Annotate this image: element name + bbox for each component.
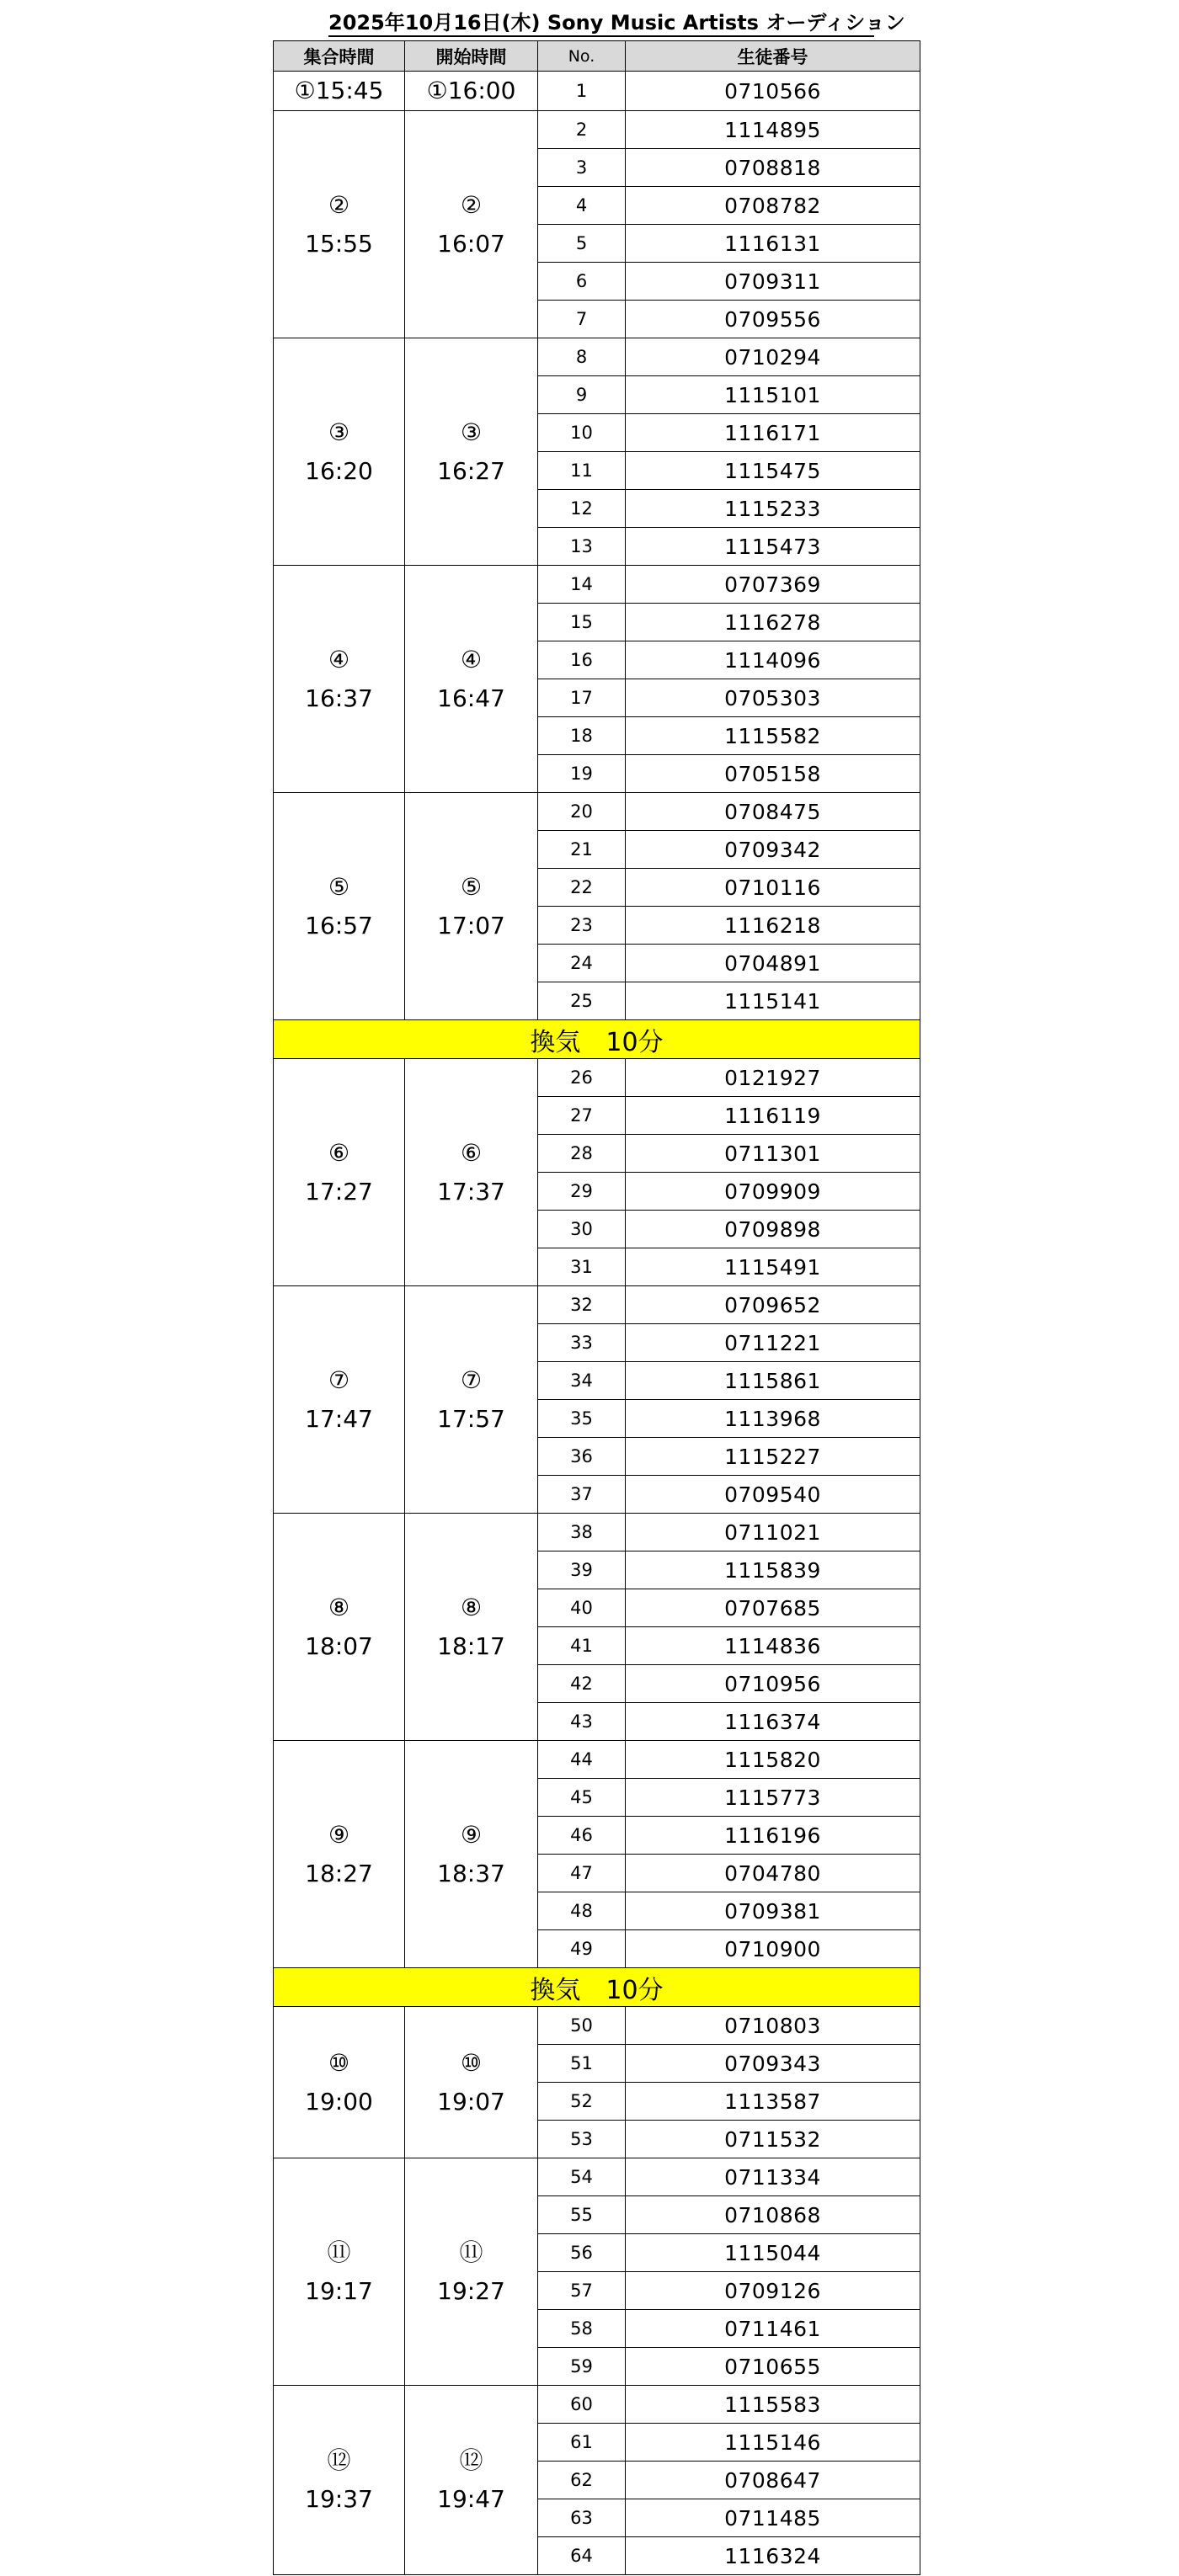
- student-id: 1115473: [626, 528, 920, 566]
- student-id: 0709342: [626, 831, 920, 869]
- entry-number: 14: [538, 566, 626, 604]
- student-id: 1115583: [626, 2386, 920, 2424]
- start-group-number: ④: [460, 645, 483, 673]
- entry-number: 55: [538, 2196, 626, 2234]
- start-time: 17:07: [437, 911, 505, 939]
- gather-time: 19:17: [305, 2276, 373, 2305]
- student-id: 0709556: [626, 301, 920, 338]
- student-id: 0711334: [626, 2158, 920, 2196]
- entry-number: 25: [538, 982, 626, 1020]
- audition-schedule-table: [273, 40, 920, 2575]
- student-id: 1116119: [626, 1097, 920, 1135]
- student-id: 1116218: [626, 907, 920, 945]
- gather-group-number: ⑨: [328, 1820, 350, 1849]
- entry-number: 61: [538, 2424, 626, 2462]
- gather-group-number: ⑥: [328, 1138, 350, 1167]
- start-group-number: ⑪: [459, 2238, 483, 2266]
- entry-number: 42: [538, 1665, 626, 1703]
- student-id: 0705158: [626, 755, 920, 793]
- gather-group-number: ⑧: [328, 1593, 350, 1621]
- entry-number: 60: [538, 2386, 626, 2424]
- start-time: 16:47: [437, 684, 505, 712]
- break-row: [274, 1020, 920, 1059]
- student-id: 1116374: [626, 1703, 920, 1741]
- entry-number: 50: [538, 2007, 626, 2045]
- student-id: 0710566: [626, 72, 920, 111]
- entry-number: 47: [538, 1855, 626, 1892]
- student-id: 1115491: [626, 1248, 920, 1286]
- entry-number: 37: [538, 1476, 626, 1514]
- header-row: [274, 41, 920, 72]
- student-id: 0710294: [626, 338, 920, 376]
- start-time: 16:27: [437, 456, 505, 485]
- table-row: [274, 793, 920, 831]
- student-id: 0709311: [626, 263, 920, 301]
- student-id: 0708475: [626, 793, 920, 831]
- start-group-number: ⑫: [459, 2446, 483, 2474]
- entry-number: 54: [538, 2158, 626, 2196]
- start-time: 19:27: [437, 2276, 505, 2305]
- table-row: [274, 111, 920, 149]
- table-row: [274, 1741, 920, 1779]
- entry-number: 19: [538, 755, 626, 793]
- student-id: 0707685: [626, 1589, 920, 1627]
- start-group-number: ⑤: [460, 872, 483, 901]
- ventilation-break-label: 換気 10分: [274, 1020, 920, 1059]
- gather-time-cell: [274, 1059, 405, 1286]
- student-id: 1116278: [626, 604, 920, 641]
- start-time: 18:17: [437, 1631, 505, 1660]
- start-time: 16:07: [437, 229, 505, 258]
- entry-number: 32: [538, 1286, 626, 1324]
- entry-number: 51: [538, 2045, 626, 2083]
- start-time-cell: [405, 2158, 538, 2386]
- student-id: 1114836: [626, 1627, 920, 1665]
- gather-time-cell: [274, 2007, 405, 2158]
- entry-number: 20: [538, 793, 626, 831]
- gather-time: 16:37: [305, 684, 373, 712]
- entry-number: 5: [538, 225, 626, 263]
- start-group-number: ①: [426, 77, 448, 104]
- student-id: 1115820: [626, 1741, 920, 1779]
- entry-number: 9: [538, 376, 626, 414]
- table-row: [274, 566, 920, 604]
- gather-time-cell: [274, 111, 405, 338]
- table-row: [274, 2158, 920, 2196]
- student-id: 0711301: [626, 1135, 920, 1173]
- start-time-cell: [405, 2386, 538, 2575]
- start-time: 16:00: [447, 77, 516, 104]
- student-id: 0704891: [626, 945, 920, 982]
- gather-time-cell: [274, 566, 405, 793]
- start-time: 17:37: [437, 1177, 505, 1206]
- student-id: 1115044: [626, 2234, 920, 2272]
- gather-time-cell: [274, 338, 405, 566]
- start-time-cell: [405, 1741, 538, 1968]
- entry-number: 17: [538, 679, 626, 717]
- entry-number: 39: [538, 1551, 626, 1589]
- gather-time-cell: [274, 72, 405, 111]
- student-id: 1113968: [626, 1400, 920, 1438]
- header-student-id: 生徒番号: [626, 41, 920, 72]
- gather-group-number: ②: [328, 190, 350, 219]
- header-no: No.: [538, 41, 626, 72]
- student-id: 1115475: [626, 452, 920, 490]
- student-id: 1115861: [626, 1362, 920, 1400]
- student-id: 0709381: [626, 1892, 920, 1930]
- entry-number: 28: [538, 1135, 626, 1173]
- entry-number: 38: [538, 1514, 626, 1551]
- student-id: 0709909: [626, 1173, 920, 1211]
- start-time: 17:57: [437, 1404, 505, 1433]
- entry-number: 43: [538, 1703, 626, 1741]
- header-start-time: 開始時間: [405, 41, 538, 72]
- student-id: 1115101: [626, 376, 920, 414]
- student-id: 1113587: [626, 2083, 920, 2121]
- start-time-cell: [405, 338, 538, 566]
- start-time-cell: [405, 1286, 538, 1514]
- student-id: 0708818: [626, 149, 920, 187]
- entry-number: 46: [538, 1817, 626, 1855]
- entry-number: 3: [538, 149, 626, 187]
- entry-number: 8: [538, 338, 626, 376]
- student-id: 0709343: [626, 2045, 920, 2083]
- entry-number: 52: [538, 2083, 626, 2121]
- student-id: 1115141: [626, 982, 920, 1020]
- student-id: 0709126: [626, 2272, 920, 2310]
- entry-number: 33: [538, 1324, 626, 1362]
- student-id: 0709540: [626, 1476, 920, 1514]
- gather-group-number: ①: [294, 77, 316, 104]
- gather-group-number: ⑩: [328, 2048, 350, 2077]
- student-id: 0710900: [626, 1930, 920, 1968]
- start-time: 19:07: [437, 2087, 505, 2116]
- student-id: 0705303: [626, 679, 920, 717]
- entry-number: 31: [538, 1248, 626, 1286]
- student-id: 0710655: [626, 2348, 920, 2386]
- entry-number: 6: [538, 263, 626, 301]
- student-id: 0711461: [626, 2310, 920, 2348]
- student-id: 1115227: [626, 1438, 920, 1476]
- entry-number: 41: [538, 1627, 626, 1665]
- gather-time-cell: [274, 1286, 405, 1514]
- gather-time: 17:27: [305, 1177, 373, 1206]
- gather-time: 15:55: [305, 229, 373, 258]
- start-time: 18:37: [437, 1859, 505, 1887]
- table-row: [274, 338, 920, 376]
- entry-number: 45: [538, 1779, 626, 1817]
- student-id: 0711532: [626, 2121, 920, 2158]
- start-time-cell: [405, 1059, 538, 1286]
- entry-number: 2: [538, 111, 626, 149]
- gather-group-number: ⑫: [327, 2446, 351, 2474]
- student-id: 0710956: [626, 1665, 920, 1703]
- entry-number: 13: [538, 528, 626, 566]
- student-id: 1114096: [626, 641, 920, 679]
- gather-time-cell: [274, 1741, 405, 1968]
- start-group-number: ⑦: [460, 1365, 483, 1394]
- entry-number: 10: [538, 414, 626, 452]
- gather-time-cell: [274, 2386, 405, 2575]
- entry-number: 23: [538, 907, 626, 945]
- start-time: 19:47: [437, 2485, 505, 2513]
- student-id: 0710803: [626, 2007, 920, 2045]
- entry-number: 53: [538, 2121, 626, 2158]
- student-id: 0711021: [626, 1514, 920, 1551]
- student-id: 1114895: [626, 111, 920, 149]
- entry-number: 22: [538, 869, 626, 907]
- entry-number: 29: [538, 1173, 626, 1211]
- entry-number: 58: [538, 2310, 626, 2348]
- gather-time-cell: [274, 1514, 405, 1741]
- student-id: 1116131: [626, 225, 920, 263]
- gather-group-number: ④: [328, 645, 350, 673]
- table-row: [274, 2386, 920, 2424]
- table-row: [274, 1514, 920, 1551]
- entry-number: 15: [538, 604, 626, 641]
- gather-time: 16:20: [305, 456, 373, 485]
- gather-time: 19:00: [305, 2087, 373, 2116]
- entry-number: 4: [538, 187, 626, 225]
- student-id: 1115582: [626, 717, 920, 755]
- gather-time: 15:45: [315, 77, 384, 104]
- entry-number: 30: [538, 1211, 626, 1248]
- entry-number: 34: [538, 1362, 626, 1400]
- student-id: 1115233: [626, 490, 920, 528]
- entry-number: 56: [538, 2234, 626, 2272]
- entry-number: 7: [538, 301, 626, 338]
- start-group-number: ②: [460, 190, 483, 219]
- entry-number: 26: [538, 1059, 626, 1097]
- gather-group-number: ⑤: [328, 872, 350, 901]
- gather-group-number: ③: [328, 418, 350, 446]
- gather-time: 17:47: [305, 1404, 373, 1433]
- entry-number: 11: [538, 452, 626, 490]
- start-time-cell: [405, 2007, 538, 2158]
- gather-group-number: ⑪: [327, 2238, 351, 2266]
- start-time-cell: [405, 566, 538, 793]
- start-time-cell: [405, 111, 538, 338]
- gather-time-cell: [274, 2158, 405, 2386]
- gather-time: 18:27: [305, 1859, 373, 1887]
- table-row: [274, 72, 920, 111]
- gather-time: 18:07: [305, 1631, 373, 1660]
- table-row: [274, 1059, 920, 1097]
- entry-number: 63: [538, 2499, 626, 2537]
- entry-number: 36: [538, 1438, 626, 1476]
- start-group-number: ③: [460, 418, 483, 446]
- student-id: 0704780: [626, 1855, 920, 1892]
- entry-number: 18: [538, 717, 626, 755]
- student-id: 0711485: [626, 2499, 920, 2537]
- entry-number: 49: [538, 1930, 626, 1968]
- entry-number: 16: [538, 641, 626, 679]
- entry-number: 12: [538, 490, 626, 528]
- gather-group-number: ⑦: [328, 1365, 350, 1394]
- start-time-cell: [405, 1514, 538, 1741]
- student-id: 0710868: [626, 2196, 920, 2234]
- student-id: 0121927: [626, 1059, 920, 1097]
- gather-time: 19:37: [305, 2485, 373, 2513]
- entry-number: 59: [538, 2348, 626, 2386]
- student-id: 0709898: [626, 1211, 920, 1248]
- entry-number: 64: [538, 2537, 626, 2575]
- student-id: 1116324: [626, 2537, 920, 2575]
- start-group-number: ⑧: [460, 1593, 483, 1621]
- student-id: 0709652: [626, 1286, 920, 1324]
- start-group-number: ⑨: [460, 1820, 483, 1849]
- student-id: 0707369: [626, 566, 920, 604]
- ventilation-break-label: 換気 10分: [274, 1968, 920, 2007]
- entry-number: 21: [538, 831, 626, 869]
- entry-number: 62: [538, 2462, 626, 2499]
- student-id: 0711221: [626, 1324, 920, 1362]
- header-gather-time: 集合時間: [274, 41, 405, 72]
- start-group-number: ⑩: [460, 2048, 483, 2077]
- entry-number: 57: [538, 2272, 626, 2310]
- entry-number: 24: [538, 945, 626, 982]
- table-row: [274, 1286, 920, 1324]
- entry-number: 27: [538, 1097, 626, 1135]
- table-row: [274, 2007, 920, 2045]
- break-row: [274, 1968, 920, 2007]
- start-time-cell: [405, 72, 538, 111]
- gather-time: 16:57: [305, 911, 373, 939]
- document-title: 2025年10月16日(木) Sony Music Artists オーディション: [328, 10, 874, 37]
- start-group-number: ⑥: [460, 1138, 483, 1167]
- student-id: 0708647: [626, 2462, 920, 2499]
- student-id: 1115146: [626, 2424, 920, 2462]
- student-id: 0710116: [626, 869, 920, 907]
- student-id: 1115839: [626, 1551, 920, 1589]
- schedule-body: [274, 72, 920, 2575]
- entry-number: 44: [538, 1741, 626, 1779]
- student-id: 1116196: [626, 1817, 920, 1855]
- entry-number: 40: [538, 1589, 626, 1627]
- entry-number: 1: [538, 72, 626, 111]
- entry-number: 35: [538, 1400, 626, 1438]
- student-id: 1116171: [626, 414, 920, 452]
- student-id: 1115773: [626, 1779, 920, 1817]
- gather-time-cell: [274, 793, 405, 1020]
- entry-number: 48: [538, 1892, 626, 1930]
- start-time-cell: [405, 793, 538, 1020]
- student-id: 0708782: [626, 187, 920, 225]
